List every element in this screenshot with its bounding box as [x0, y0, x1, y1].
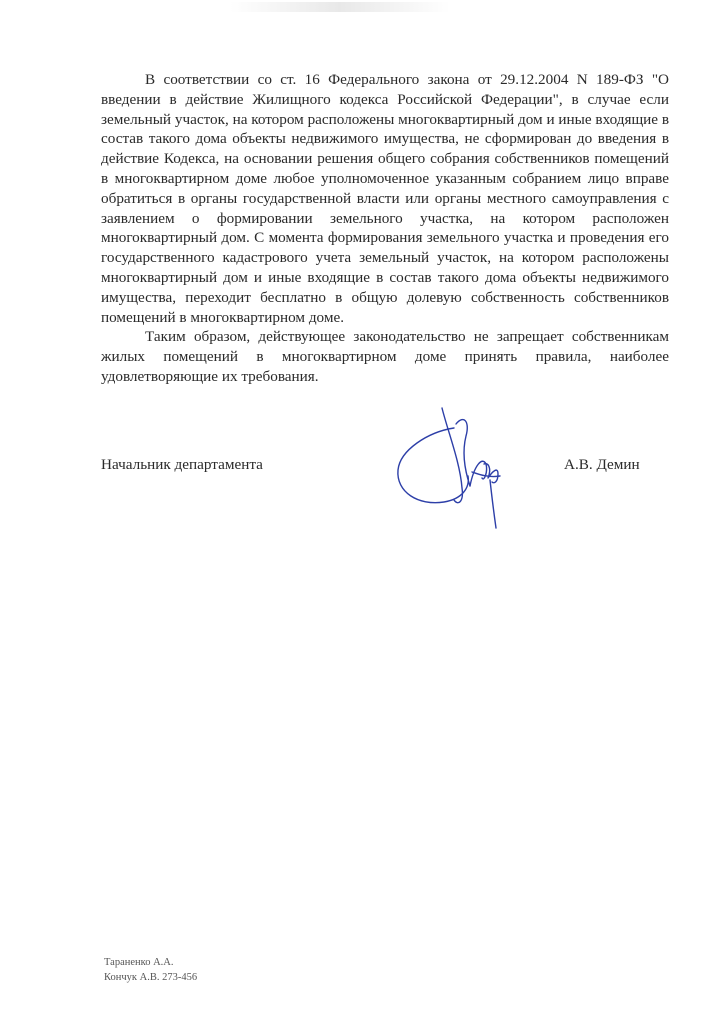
signer-position: Начальник департамента	[101, 456, 263, 473]
executor-line: Кончук А.В. 273-456	[104, 972, 198, 983]
handwritten-signature	[388, 402, 518, 532]
paragraph-conclusion: Таким образом, действующее законодательство не запрещает собственникам жилых помещений в многоквартирном доме принять правила, наиболее удовлетворяющие их требования.	[101, 328, 669, 385]
scan-artifact	[230, 2, 450, 12]
paragraph-legal-basis: В соответствии со ст. 16 Федерального закона от 29.12.2004 N 189-ФЗ "О введении в действие Жилищного кодекса Российской Федерации", в случае если земельный участок, на котором расположены многоквартирный дом и иные входящие в состав такого дома объекты недвижимого имущества, не сформирован до введения в действие Кодекса, на основании решения общего собрания собственников помещений в многоквартирном доме любое уполномоченное указанным собранием лицо вправе обратиться в органы государственной власти или органы местного самоуправления с заявлением о формировании земельного участка, на котором расположен многоквартирный дом. С момента формирования земельного участка и проведения его государственного кадастрового учета земельный участок, на котором расположены многоквартирный дом и иные входящие в состав такого дома объекты недвижимого имущества, переходит бесплатно в общую долевую собственность собственников помещений в многоквартирном доме.	[101, 71, 669, 326]
executors-note	[104, 955, 197, 985]
signer-name: А.В. Демин	[564, 456, 640, 473]
executor-line: Тараненко А.А.	[104, 957, 174, 968]
letter-body	[101, 70, 669, 387]
